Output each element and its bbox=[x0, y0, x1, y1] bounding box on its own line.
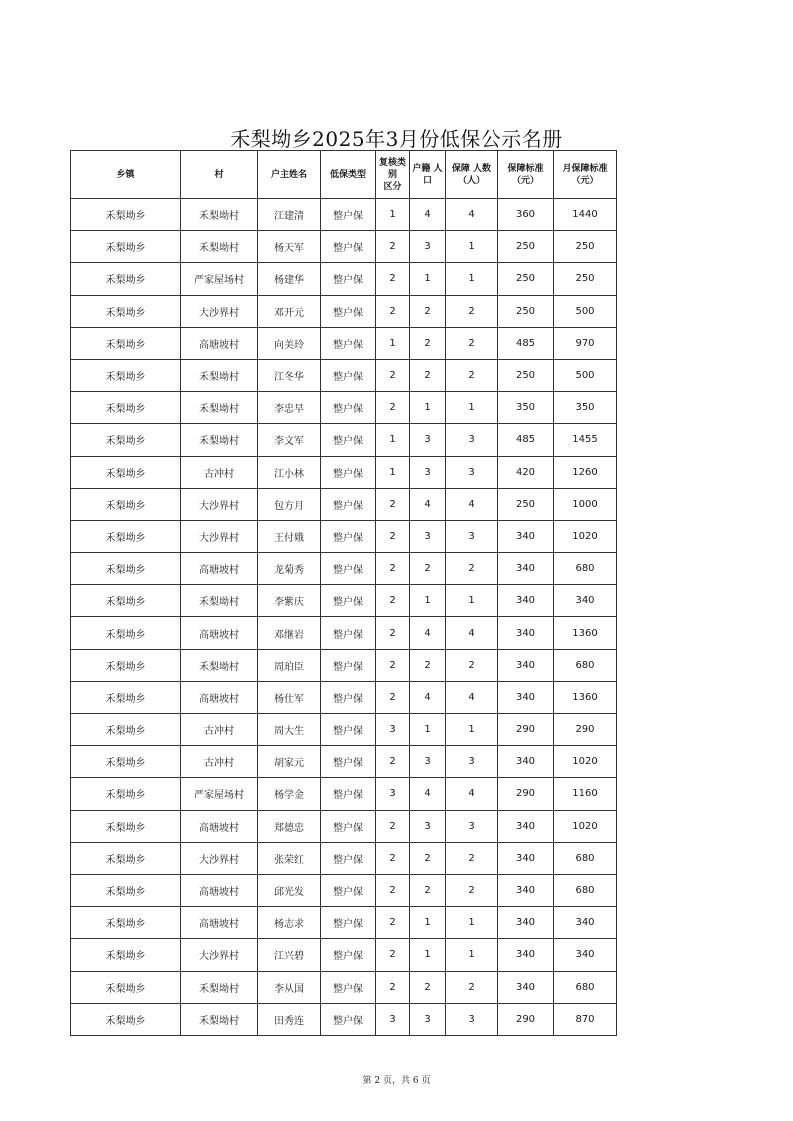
registered-population-cell: 2 bbox=[410, 874, 446, 906]
registered-population-cell: 2 bbox=[410, 971, 446, 1003]
covered-persons-cell: 1 bbox=[446, 263, 498, 295]
table-row bbox=[71, 424, 617, 456]
table-row bbox=[71, 456, 617, 488]
covered-persons-cell: 1 bbox=[446, 714, 498, 746]
township-cell: 禾梨坳乡 bbox=[71, 746, 181, 778]
registered-population-cell: 1 bbox=[410, 939, 446, 971]
household-head-cell: 周珀臣 bbox=[258, 649, 321, 681]
village-cell: 禾梨坳村 bbox=[181, 971, 258, 1003]
village-cell: 严家屋场村 bbox=[181, 263, 258, 295]
table-row bbox=[71, 392, 617, 424]
monthly-standard-cell: 870 bbox=[554, 1003, 617, 1035]
township-cell: 禾梨坳乡 bbox=[71, 907, 181, 939]
dibao-type-cell: 整户保 bbox=[321, 199, 376, 231]
dibao-type-cell: 整户保 bbox=[321, 488, 376, 520]
monthly-standard-cell: 1360 bbox=[554, 617, 617, 649]
township-cell: 禾梨坳乡 bbox=[71, 392, 181, 424]
village-cell: 高塘坡村 bbox=[181, 617, 258, 649]
page-footer: 第 2 页，共 6 页 bbox=[362, 1076, 431, 1086]
household-head-cell: 杨学金 bbox=[258, 778, 321, 810]
review-category-cell: 2 bbox=[376, 617, 410, 649]
review-category-cell: 3 bbox=[376, 778, 410, 810]
standard-cell: 340 bbox=[498, 585, 554, 617]
standard-cell: 420 bbox=[498, 456, 554, 488]
village-cell: 禾梨坳村 bbox=[181, 199, 258, 231]
covered-persons-cell: 2 bbox=[446, 359, 498, 391]
dibao-type-cell: 整户保 bbox=[321, 359, 376, 391]
household-head-cell: 向美玲 bbox=[258, 327, 321, 359]
township-cell: 禾梨坳乡 bbox=[71, 971, 181, 1003]
standard-cell: 360 bbox=[498, 199, 554, 231]
standard-cell: 340 bbox=[498, 649, 554, 681]
township-cell: 禾梨坳乡 bbox=[71, 488, 181, 520]
village-cell: 严家屋场村 bbox=[181, 778, 258, 810]
standard-cell: 340 bbox=[498, 553, 554, 585]
village-cell: 高塘坡村 bbox=[181, 874, 258, 906]
township-cell: 禾梨坳乡 bbox=[71, 649, 181, 681]
covered-persons-cell: 1 bbox=[446, 585, 498, 617]
dibao-type-cell: 整户保 bbox=[321, 714, 376, 746]
header-household-head: 户主姓名 bbox=[258, 151, 321, 199]
covered-persons-cell: 3 bbox=[446, 810, 498, 842]
registered-population-cell: 2 bbox=[410, 359, 446, 391]
dibao-type-cell: 整户保 bbox=[321, 424, 376, 456]
standard-cell: 350 bbox=[498, 392, 554, 424]
review-category-cell: 2 bbox=[376, 939, 410, 971]
covered-persons-cell: 1 bbox=[446, 231, 498, 263]
dibao-type-cell: 整户保 bbox=[321, 231, 376, 263]
dibao-type-cell: 整户保 bbox=[321, 681, 376, 713]
review-category-cell: 2 bbox=[376, 971, 410, 1003]
dibao-type-cell: 整户保 bbox=[321, 649, 376, 681]
village-cell: 高塘坡村 bbox=[181, 327, 258, 359]
dibao-type-cell: 整户保 bbox=[321, 520, 376, 552]
registered-population-cell: 3 bbox=[410, 231, 446, 263]
township-cell: 禾梨坳乡 bbox=[71, 585, 181, 617]
monthly-standard-cell: 680 bbox=[554, 649, 617, 681]
household-head-cell: 杨建华 bbox=[258, 263, 321, 295]
household-head-cell: 邓开元 bbox=[258, 295, 321, 327]
dibao-type-cell: 整户保 bbox=[321, 617, 376, 649]
standard-cell: 340 bbox=[498, 874, 554, 906]
township-cell: 禾梨坳乡 bbox=[71, 617, 181, 649]
household-head-cell: 郑德忠 bbox=[258, 810, 321, 842]
review-category-cell: 2 bbox=[376, 553, 410, 585]
monthly-standard-cell: 1020 bbox=[554, 746, 617, 778]
covered-persons-cell: 3 bbox=[446, 520, 498, 552]
review-category-cell: 2 bbox=[376, 488, 410, 520]
registered-population-cell: 1 bbox=[410, 392, 446, 424]
registered-population-cell: 1 bbox=[410, 585, 446, 617]
village-cell: 禾梨坳村 bbox=[181, 392, 258, 424]
township-cell: 禾梨坳乡 bbox=[71, 231, 181, 263]
township-cell: 禾梨坳乡 bbox=[71, 842, 181, 874]
household-head-cell: 李文军 bbox=[258, 424, 321, 456]
household-head-cell: 江兴碧 bbox=[258, 939, 321, 971]
township-cell: 禾梨坳乡 bbox=[71, 424, 181, 456]
household-head-cell: 杨天军 bbox=[258, 231, 321, 263]
covered-persons-cell: 4 bbox=[446, 681, 498, 713]
table-row bbox=[71, 359, 617, 391]
household-head-cell: 李忠早 bbox=[258, 392, 321, 424]
review-category-cell: 3 bbox=[376, 714, 410, 746]
review-category-cell: 2 bbox=[376, 810, 410, 842]
table-row bbox=[71, 810, 617, 842]
registered-population-cell: 2 bbox=[410, 295, 446, 327]
dibao-type-cell: 整户保 bbox=[321, 907, 376, 939]
table-row bbox=[71, 327, 617, 359]
monthly-standard-cell: 500 bbox=[554, 359, 617, 391]
table-row bbox=[71, 874, 617, 906]
registered-population-cell: 1 bbox=[410, 907, 446, 939]
village-cell: 高塘坡村 bbox=[181, 681, 258, 713]
registered-population-cell: 4 bbox=[410, 617, 446, 649]
township-cell: 禾梨坳乡 bbox=[71, 199, 181, 231]
monthly-standard-cell: 1440 bbox=[554, 199, 617, 231]
covered-persons-cell: 3 bbox=[446, 746, 498, 778]
header-row bbox=[71, 151, 617, 199]
monthly-standard-cell: 680 bbox=[554, 842, 617, 874]
household-head-cell: 李从国 bbox=[258, 971, 321, 1003]
registered-population-cell: 3 bbox=[410, 456, 446, 488]
registered-population-cell: 4 bbox=[410, 488, 446, 520]
registered-population-cell: 4 bbox=[410, 778, 446, 810]
page-title: 禾梨坳乡2025年3月份低保公示名册 bbox=[230, 127, 563, 151]
header-township: 乡镇 bbox=[71, 151, 181, 199]
village-cell: 高塘坡村 bbox=[181, 553, 258, 585]
table-row bbox=[71, 488, 617, 520]
covered-persons-cell: 3 bbox=[446, 456, 498, 488]
standard-cell: 485 bbox=[498, 424, 554, 456]
dibao-type-cell: 整户保 bbox=[321, 327, 376, 359]
standard-cell: 250 bbox=[498, 231, 554, 263]
review-category-cell: 2 bbox=[376, 842, 410, 874]
dibao-type-cell: 整户保 bbox=[321, 810, 376, 842]
township-cell: 禾梨坳乡 bbox=[71, 295, 181, 327]
registered-population-cell: 3 bbox=[410, 520, 446, 552]
covered-persons-cell: 4 bbox=[446, 199, 498, 231]
review-category-cell: 2 bbox=[376, 231, 410, 263]
household-head-cell: 周大生 bbox=[258, 714, 321, 746]
table-row bbox=[71, 842, 617, 874]
covered-persons-cell: 4 bbox=[446, 488, 498, 520]
standard-cell: 340 bbox=[498, 842, 554, 874]
village-cell: 禾梨坳村 bbox=[181, 359, 258, 391]
household-head-cell: 江建清 bbox=[258, 199, 321, 231]
township-cell: 禾梨坳乡 bbox=[71, 874, 181, 906]
monthly-standard-cell: 350 bbox=[554, 392, 617, 424]
review-category-cell: 1 bbox=[376, 456, 410, 488]
covered-persons-cell: 2 bbox=[446, 874, 498, 906]
table-row bbox=[71, 199, 617, 231]
dibao-type-cell: 整户保 bbox=[321, 939, 376, 971]
monthly-standard-cell: 290 bbox=[554, 714, 617, 746]
household-head-cell: 邱光发 bbox=[258, 874, 321, 906]
table-row bbox=[71, 907, 617, 939]
township-cell: 禾梨坳乡 bbox=[71, 263, 181, 295]
dibao-type-cell: 整户保 bbox=[321, 971, 376, 1003]
dibao-type-cell: 整户保 bbox=[321, 746, 376, 778]
monthly-standard-cell: 1260 bbox=[554, 456, 617, 488]
covered-persons-cell: 2 bbox=[446, 971, 498, 1003]
registered-population-cell: 4 bbox=[410, 681, 446, 713]
standard-cell: 250 bbox=[498, 295, 554, 327]
header-village: 村 bbox=[181, 151, 258, 199]
registered-population-cell: 4 bbox=[410, 199, 446, 231]
table-row bbox=[71, 520, 617, 552]
review-category-cell: 2 bbox=[376, 359, 410, 391]
dibao-type-cell: 整户保 bbox=[321, 553, 376, 585]
monthly-standard-cell: 1455 bbox=[554, 424, 617, 456]
table-row bbox=[71, 971, 617, 1003]
review-category-cell: 1 bbox=[376, 424, 410, 456]
dibao-type-cell: 整户保 bbox=[321, 263, 376, 295]
monthly-standard-cell: 1360 bbox=[554, 681, 617, 713]
village-cell: 禾梨坳村 bbox=[181, 649, 258, 681]
standard-cell: 340 bbox=[498, 617, 554, 649]
registered-population-cell: 2 bbox=[410, 649, 446, 681]
review-category-cell: 2 bbox=[376, 746, 410, 778]
review-category-cell: 2 bbox=[376, 520, 410, 552]
dibao-type-cell: 整户保 bbox=[321, 585, 376, 617]
registered-population-cell: 2 bbox=[410, 842, 446, 874]
registered-population-cell: 3 bbox=[410, 424, 446, 456]
table-row bbox=[71, 231, 617, 263]
monthly-standard-cell: 340 bbox=[554, 585, 617, 617]
registered-population-cell: 1 bbox=[410, 263, 446, 295]
village-cell: 大沙界村 bbox=[181, 939, 258, 971]
table-row bbox=[71, 1003, 617, 1035]
household-head-cell: 包方月 bbox=[258, 488, 321, 520]
standard-cell: 290 bbox=[498, 778, 554, 810]
household-head-cell: 江小林 bbox=[258, 456, 321, 488]
header-monthly-standard: 月保障标准 （元） bbox=[554, 151, 617, 199]
covered-persons-cell: 2 bbox=[446, 649, 498, 681]
table-row bbox=[71, 714, 617, 746]
monthly-standard-cell: 680 bbox=[554, 553, 617, 585]
village-cell: 大沙界村 bbox=[181, 295, 258, 327]
table-row bbox=[71, 681, 617, 713]
village-cell: 古冲村 bbox=[181, 746, 258, 778]
standard-cell: 340 bbox=[498, 907, 554, 939]
standard-cell: 290 bbox=[498, 714, 554, 746]
household-head-cell: 龙菊秀 bbox=[258, 553, 321, 585]
monthly-standard-cell: 680 bbox=[554, 971, 617, 1003]
village-cell: 禾梨坳村 bbox=[181, 1003, 258, 1035]
dibao-type-cell: 整户保 bbox=[321, 778, 376, 810]
standard-cell: 250 bbox=[498, 359, 554, 391]
township-cell: 禾梨坳乡 bbox=[71, 327, 181, 359]
covered-persons-cell: 4 bbox=[446, 617, 498, 649]
table-row bbox=[71, 746, 617, 778]
village-cell: 大沙界村 bbox=[181, 842, 258, 874]
review-category-cell: 1 bbox=[376, 199, 410, 231]
table-row bbox=[71, 778, 617, 810]
registered-population-cell: 3 bbox=[410, 746, 446, 778]
standard-cell: 340 bbox=[498, 939, 554, 971]
review-category-cell: 3 bbox=[376, 1003, 410, 1035]
review-category-cell: 1 bbox=[376, 327, 410, 359]
village-cell: 大沙界村 bbox=[181, 488, 258, 520]
review-category-cell: 2 bbox=[376, 295, 410, 327]
header-dibao-type: 低保类型 bbox=[321, 151, 376, 199]
table-row bbox=[71, 649, 617, 681]
review-category-cell: 2 bbox=[376, 392, 410, 424]
household-head-cell: 胡家元 bbox=[258, 746, 321, 778]
covered-persons-cell: 1 bbox=[446, 939, 498, 971]
registered-population-cell: 3 bbox=[410, 810, 446, 842]
roster-table bbox=[70, 150, 617, 1036]
township-cell: 禾梨坳乡 bbox=[71, 714, 181, 746]
header-standard: 保障标准 （元） bbox=[498, 151, 554, 199]
roster-body bbox=[71, 199, 617, 1036]
table-row bbox=[71, 553, 617, 585]
header-registered-population: 户籍 人 口 bbox=[410, 151, 446, 199]
monthly-standard-cell: 1020 bbox=[554, 810, 617, 842]
covered-persons-cell: 3 bbox=[446, 424, 498, 456]
table-row bbox=[71, 295, 617, 327]
review-category-cell: 2 bbox=[376, 649, 410, 681]
review-category-cell: 2 bbox=[376, 263, 410, 295]
dibao-type-cell: 整户保 bbox=[321, 1003, 376, 1035]
review-category-cell: 2 bbox=[376, 585, 410, 617]
household-head-cell: 田秀连 bbox=[258, 1003, 321, 1035]
standard-cell: 250 bbox=[498, 488, 554, 520]
household-head-cell: 江冬华 bbox=[258, 359, 321, 391]
covered-persons-cell: 1 bbox=[446, 392, 498, 424]
township-cell: 禾梨坳乡 bbox=[71, 1003, 181, 1035]
village-cell: 禾梨坳村 bbox=[181, 585, 258, 617]
standard-cell: 290 bbox=[498, 1003, 554, 1035]
village-cell: 禾梨坳村 bbox=[181, 231, 258, 263]
household-head-cell: 邓继岩 bbox=[258, 617, 321, 649]
dibao-type-cell: 整户保 bbox=[321, 874, 376, 906]
village-cell: 高塘坡村 bbox=[181, 907, 258, 939]
registered-population-cell: 2 bbox=[410, 327, 446, 359]
household-head-cell: 杨仕军 bbox=[258, 681, 321, 713]
monthly-standard-cell: 1000 bbox=[554, 488, 617, 520]
household-head-cell: 杨志求 bbox=[258, 907, 321, 939]
table-row bbox=[71, 585, 617, 617]
registered-population-cell: 2 bbox=[410, 553, 446, 585]
monthly-standard-cell: 250 bbox=[554, 231, 617, 263]
header-covered-persons: 保障 人数 （人） bbox=[446, 151, 498, 199]
monthly-standard-cell: 1020 bbox=[554, 520, 617, 552]
table-row bbox=[71, 263, 617, 295]
monthly-standard-cell: 1160 bbox=[554, 778, 617, 810]
township-cell: 禾梨坳乡 bbox=[71, 681, 181, 713]
monthly-standard-cell: 970 bbox=[554, 327, 617, 359]
township-cell: 禾梨坳乡 bbox=[71, 456, 181, 488]
village-cell: 禾梨坳村 bbox=[181, 424, 258, 456]
standard-cell: 340 bbox=[498, 971, 554, 1003]
covered-persons-cell: 2 bbox=[446, 842, 498, 874]
township-cell: 禾梨坳乡 bbox=[71, 939, 181, 971]
header-review-category: 复核类别 区分 bbox=[376, 151, 410, 199]
standard-cell: 485 bbox=[498, 327, 554, 359]
covered-persons-cell: 1 bbox=[446, 907, 498, 939]
table-row bbox=[71, 617, 617, 649]
household-head-cell: 李紫庆 bbox=[258, 585, 321, 617]
covered-persons-cell: 2 bbox=[446, 327, 498, 359]
covered-persons-cell: 3 bbox=[446, 1003, 498, 1035]
village-cell: 高塘坡村 bbox=[181, 810, 258, 842]
dibao-type-cell: 整户保 bbox=[321, 456, 376, 488]
standard-cell: 340 bbox=[498, 746, 554, 778]
household-head-cell: 王付娥 bbox=[258, 520, 321, 552]
monthly-standard-cell: 500 bbox=[554, 295, 617, 327]
township-cell: 禾梨坳乡 bbox=[71, 810, 181, 842]
monthly-standard-cell: 340 bbox=[554, 907, 617, 939]
household-head-cell: 张荣红 bbox=[258, 842, 321, 874]
covered-persons-cell: 4 bbox=[446, 778, 498, 810]
monthly-standard-cell: 680 bbox=[554, 874, 617, 906]
township-cell: 禾梨坳乡 bbox=[71, 778, 181, 810]
dibao-type-cell: 整户保 bbox=[321, 392, 376, 424]
table-row bbox=[71, 939, 617, 971]
registered-population-cell: 3 bbox=[410, 1003, 446, 1035]
standard-cell: 340 bbox=[498, 520, 554, 552]
township-cell: 禾梨坳乡 bbox=[71, 553, 181, 585]
covered-persons-cell: 2 bbox=[446, 295, 498, 327]
standard-cell: 250 bbox=[498, 263, 554, 295]
village-cell: 古冲村 bbox=[181, 714, 258, 746]
monthly-standard-cell: 340 bbox=[554, 939, 617, 971]
standard-cell: 340 bbox=[498, 681, 554, 713]
registered-population-cell: 1 bbox=[410, 714, 446, 746]
village-cell: 古冲村 bbox=[181, 456, 258, 488]
review-category-cell: 2 bbox=[376, 681, 410, 713]
township-cell: 禾梨坳乡 bbox=[71, 520, 181, 552]
dibao-type-cell: 整户保 bbox=[321, 295, 376, 327]
township-cell: 禾梨坳乡 bbox=[71, 359, 181, 391]
review-category-cell: 2 bbox=[376, 874, 410, 906]
monthly-standard-cell: 250 bbox=[554, 263, 617, 295]
covered-persons-cell: 2 bbox=[446, 553, 498, 585]
village-cell: 大沙界村 bbox=[181, 520, 258, 552]
review-category-cell: 2 bbox=[376, 907, 410, 939]
dibao-type-cell: 整户保 bbox=[321, 842, 376, 874]
standard-cell: 340 bbox=[498, 810, 554, 842]
